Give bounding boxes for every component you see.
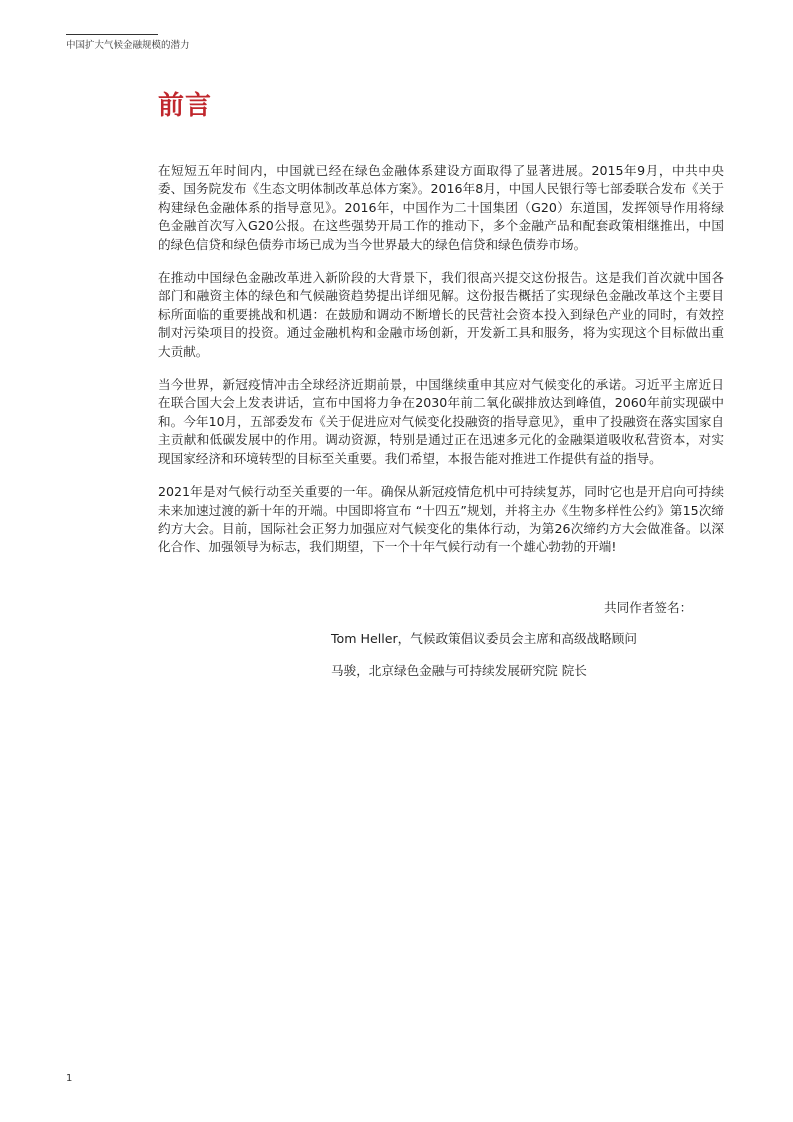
paragraph-3: 当今世界，新冠疫情冲击全球经济近期前景，中国继续重申其应对气候变化的承诺。习近平主席近日在联合国大会上发表讲话，宣布中国将力争在2030年前二氧化碳排放达到峰值，2060年前实现碳中和。今年10月，五部委发布《关于促进应对气候变化投融资的指导意见》，重申了投融资在落实国家自主贡献和低碳发展中的作用。调动资源，特别是通过正在迅速多元化的金融渠道吸收私营资本，对实现国家经济和环境转型的目标至关重要。我们希望，本报告能对推进工作提供有益的指导。: [158, 377, 724, 466]
page-title: 前言: [158, 91, 213, 121]
paragraph-1: 在短短五年时间内，中国就已经在绿色金融体系建设方面取得了显著进展。2015年9月，中共中央委、国务院发布《生态文明体制改革总体方案》。2016年8月，中国人民银行等七部委联合发布《关于构建绿色金融体系的指导意见》。2016年，中国作为二十国集团（G20）东道国，发挥领导作用将绿色金融首次写入G20公报。在这些强势开局工作的推动下，多个金融产品和配套政策相继推出，中国的绿色信贷和绿色债券市场已成为当今世界最大的绿色信贷和绿色债券市场。: [158, 163, 724, 252]
signature-label: 共同作者签名：: [604, 600, 693, 615]
paragraph-2: 在推动中国绿色金融改革进入新阶段的大背景下，我们很高兴提交这份报告。这是我们首次就中国各部门和融资主体的绿色和气候融资趋势提出详细见解。这份报告概括了实现绿色金融改革这个主要目标所面临的重要挑战和机遇：在鼓励和调动不断增长的民营社会资本投入到绿色产业的同时，有效控制对污染项目的投资。通过金融机构和金融市场创新，开发新工具和服务，将为实现这个目标做出重大贡献。: [158, 270, 724, 359]
paragraph-4: 2021年是对气候行动至关重要的一年。确保从新冠疫情危机中可持续复苏，同时它也是开启向可持续未来加速过渡的新十年的开端。中国即将宣布 “十四五”规划，并将主办《生物多样性公约》第15次缔约方大会。目前，国际社会正努力加强应对气候变化的集体行动，为第26次缔约方大会做准备。以深化合作、加强领导为标志，我们期望，下一个十年气候行动有一个雄心勃勃的开端!: [158, 484, 724, 555]
header-rule: [66, 34, 158, 35]
signature-author-2: 马骏，北京绿色金融与可持续发展研究院 院长: [331, 663, 587, 678]
page-number: 1: [66, 1073, 73, 1084]
foreword-body: [158, 162, 724, 572]
running-header: 中国扩大气候金融规模的潜力: [66, 40, 190, 51]
signature-author-1: Tom Heller，气候政策倡议委员会主席和高级战略顾问: [331, 631, 637, 646]
